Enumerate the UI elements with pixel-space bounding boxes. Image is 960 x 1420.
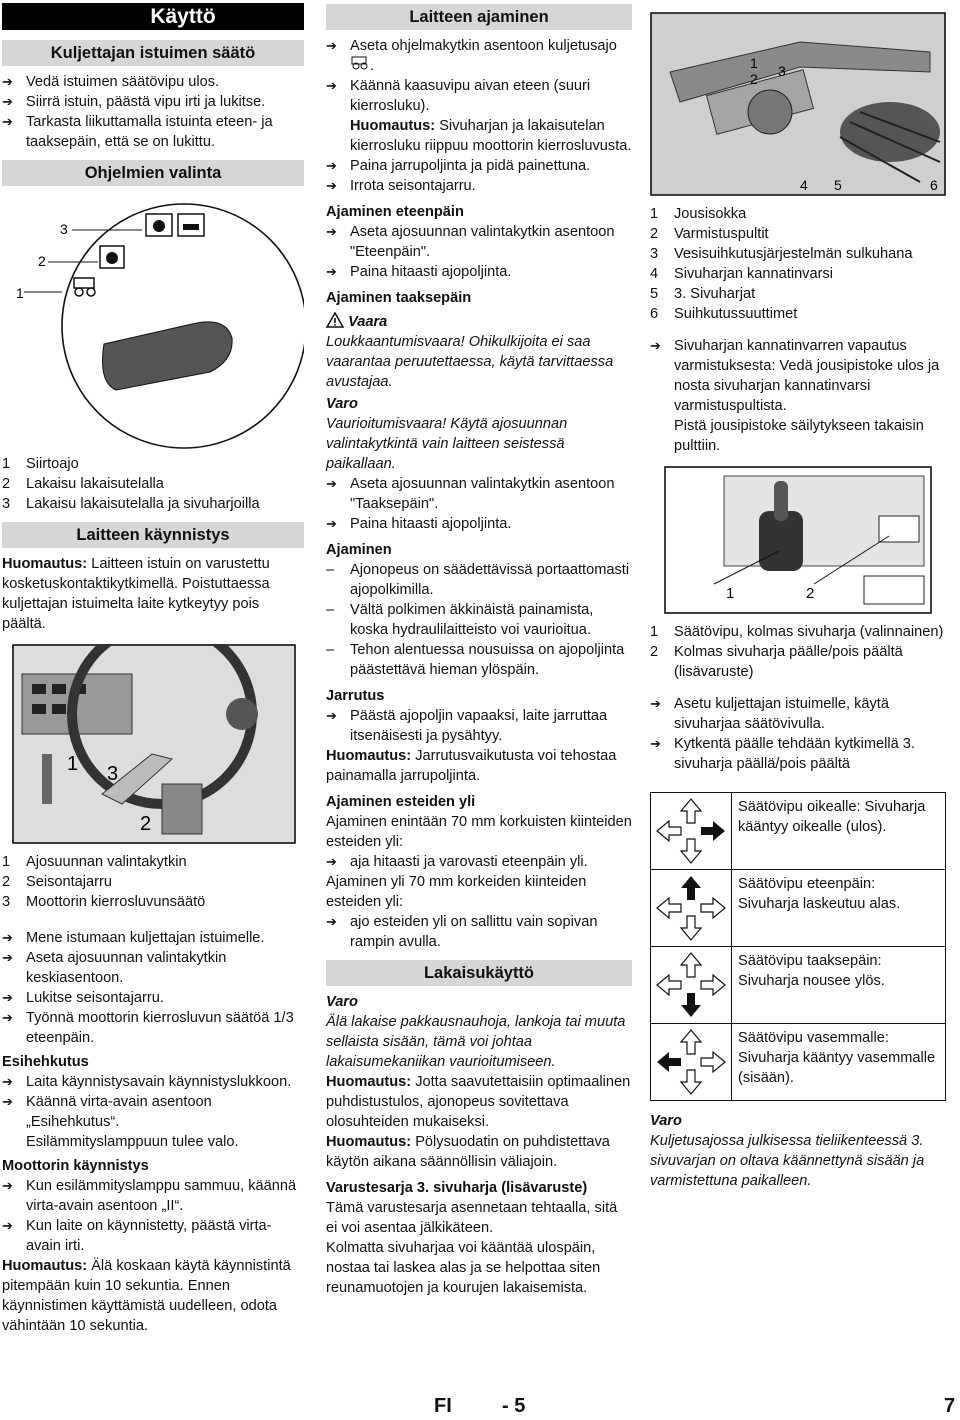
step: ➔ Mene istumaan kuljettajan istuimelle. <box>2 930 265 946</box>
list-item: 3 Lakaisu lakaisutelalla ja sivuharjoilla <box>2 496 260 512</box>
list-item: 1 Ajosuunnan valintakytkin <box>2 854 187 870</box>
language-code: FI <box>434 1395 452 1417</box>
list-item: 2 Lakaisu lakaisutelalla <box>2 476 164 492</box>
step: ➔ Kun laite on käynnistetty, päästä virta-avain irti. <box>2 1218 272 1254</box>
note: Huomautus: Älä koskaan käytä käynnistintä pitempään kuin 10 sekuntia. Ennen käynnistimen käyttämistä uudelleen, odota vähintään 10 sekuntia. <box>2 1258 291 1334</box>
side-brush-photo <box>650 12 948 198</box>
step: ➔ Kytkentä päälle tehdään kytkimellä 3. sivuharja päällä/pois päältä <box>650 736 915 772</box>
subheading: Ajaminen <box>326 542 392 558</box>
subheading: Ajaminen taaksepäin <box>326 290 472 306</box>
step: ➔ Paina hitaasti ajopoljinta. <box>326 264 512 280</box>
dash-label: 3 <box>107 763 119 785</box>
list-item: 6 Suihkutussuuttimet <box>650 306 798 322</box>
dash-label: 2 <box>140 813 152 835</box>
dial-label: 1 <box>16 285 24 301</box>
paragraph: Ajaminen yli 70 mm korkeiden kiinteiden esteiden yli: <box>326 874 587 910</box>
step: ➔ Vedä istuimen säätövipu ulos. <box>2 74 220 90</box>
danger-label: Vaara <box>326 312 632 332</box>
arrow-icon: ➔ <box>2 1074 13 1089</box>
step: ➔ Aseta ohjelmakytkin asentoon kuljetusajo . <box>326 38 617 74</box>
arrow-icon: ➔ <box>650 338 661 353</box>
list-item: 1 Säätövipu, kolmas sivuharja (valinnainen) <box>650 624 944 640</box>
subheading: Esihehkutus <box>2 1054 89 1070</box>
subheading: Jarrutus <box>326 688 385 704</box>
list-item: – Ajonopeus on säädettävissä portaattomasti ajopolkimilla. <box>326 562 630 598</box>
subheading: Varustesarja 3. sivuharja (lisävaruste) <box>326 1180 588 1196</box>
note: Huomautus: Sivuharjan ja lakaisutelan kierrosluku riippuu moottorin kierrosluvusta. <box>350 118 632 154</box>
page-footer <box>0 1396 960 1420</box>
warning-icon <box>326 312 344 328</box>
section-start: Laitteen käynnistys <box>2 522 304 548</box>
lever-direction-table <box>650 792 946 1101</box>
section-program-select: Ohjelmien valinta <box>2 160 304 186</box>
step: ➔ Työnnä moottorin kierrosluvun säätöä 1/3 eteenpäin. <box>2 1010 294 1046</box>
list-item: 1 Siirtoajo <box>2 456 79 472</box>
arrow-icon: ➔ <box>326 38 337 53</box>
subheading: Moottorin käynnistys <box>2 1158 149 1174</box>
paragraph: Tämä varustesarja asennetaan tehtaalla, sitä ei voi asentaa jälkikäteen. <box>326 1200 618 1236</box>
caution-text: Kuljetusajossa julkisessa tieliikenteessä 3. sivuvarjan on oltava käännettynä sisään ja varmistettuna paikalleen. <box>650 1133 925 1189</box>
list-item: 2 Seisontajarru <box>2 874 112 890</box>
step: ➔ Lukitse seisontajarru. <box>2 990 164 1006</box>
control-label: 1 <box>726 585 735 602</box>
step: ➔ Käännä kaasuvipu aivan eteen (suuri kierrosluku). <box>326 78 591 114</box>
photo-label: 6 <box>930 177 938 193</box>
step: ➔ Tarkasta liikuttamalla istuinta eteen- ja taaksepäin, että se on lukittu. <box>2 114 273 150</box>
arrow-icon: ➔ <box>326 158 337 173</box>
photo-label: 1 <box>750 55 758 71</box>
photo-label: 4 <box>800 177 808 193</box>
photo-label: 5 <box>834 177 842 193</box>
arrow-icon: ➔ <box>2 1010 13 1025</box>
dash-label: 1 <box>67 753 79 775</box>
arrow-icon: ➔ <box>2 74 13 89</box>
step: ➔ Irrota seisontajarru. <box>326 178 476 194</box>
caution-text: Älä lakaise pakkausnauhoja, lankoja tai muuta sellaista sisään, tämä voi johtaa lakaisumekaniikan vaurioitumiseen. <box>326 1014 626 1070</box>
page-number: 7 <box>944 1395 956 1417</box>
note: Huomautus: Jotta saavutettaisiin optimaalinen puhdistustulos, ajonopeus sovitettava olosuhteiden mukaiseksi. <box>326 1074 631 1130</box>
step-result: Esilämmityslamppuun tulee valo. <box>26 1134 239 1150</box>
arrow-icon: ➔ <box>650 696 661 711</box>
step: ➔ Siirrä istuin, päästä vipu irti ja lukitse. <box>2 94 266 110</box>
arrow-icon: ➔ <box>2 1178 13 1193</box>
arrow-icon: ➔ <box>2 930 13 945</box>
arrow-icon: ➔ <box>2 1094 13 1109</box>
arrow-icon: ➔ <box>2 990 13 1005</box>
caution-label: Varo <box>326 994 358 1010</box>
chapter-title: Käyttö <box>2 3 304 30</box>
section-sweeping: Lakaisukäyttö <box>326 960 632 986</box>
arrow-icon: ➔ <box>2 94 13 109</box>
arrow-icon: ➔ <box>326 914 337 929</box>
section-page: - 5 <box>502 1395 526 1417</box>
list-item: – Vältä polkimen äkkinäistä painamista, koska hydraulilaitteisto voi vaurioitua. <box>326 602 594 638</box>
arrow-icon: ➔ <box>650 736 661 751</box>
caution-label: Varo <box>650 1113 682 1129</box>
step: ➔ Päästä ajopoljin vapaaksi, laite jarruttaa itsenäisesti ja pysähtyy. <box>326 708 608 744</box>
program-dial-figure <box>2 192 304 454</box>
paragraph: Ajaminen enintään 70 mm korkuisten kiinteiden esteiden yli: <box>326 814 632 850</box>
dial-label: 2 <box>38 253 46 269</box>
list-item: 1 Jousisokka <box>650 206 747 222</box>
section-driving: Laitteen ajaminen <box>326 4 632 30</box>
lever-left-icon <box>651 1024 731 1100</box>
photo-label: 3 <box>778 63 786 79</box>
arrow-icon: ➔ <box>326 224 337 239</box>
subheading: Ajaminen esteiden yli <box>326 794 476 810</box>
list-item: 4 Sivuharjan kannatinvarsi <box>650 266 833 282</box>
arrow-icon: ➔ <box>326 264 337 279</box>
step: ➔ Sivuharjan kannatinvarren vapautus varmistuksesta: Vedä jousipistoke ulos ja nosta sivuharjan kannatinvarsi varmistuspultista. <box>650 338 940 414</box>
danger-text: Loukkaantumisvaara! Ohikulkijoita ei saa vaarantaa peruutettaessa, käytä tarvittaessa avustajaa. <box>326 334 614 390</box>
column-right <box>650 0 948 1191</box>
table-row: Säätövipu oikealle: Sivuharja kääntyy oikealle (ulos). <box>651 793 945 870</box>
note: Huomautus: Laitteen istuin on varustettu kosketuskontaktikytkimellä. Poistuttaessa kuljettajan istuimelta laite kytkeytyy pois päältä. <box>2 556 270 632</box>
step: ➔ aja hitaasti ja varovasti eteenpäin yli. <box>326 854 588 870</box>
note: Huomautus: Pölysuodatin on puhdistettava käytön aikana säännöllisin väliajoin. <box>326 1134 610 1170</box>
control-label: 2 <box>806 585 815 602</box>
step: ➔ Käännä virta-avain asentoon „Esihehkutus“. <box>2 1094 212 1130</box>
section-seat-adjust: Kuljettajan istuimen säätö <box>2 40 304 66</box>
arrow-icon: ➔ <box>2 950 13 965</box>
paragraph: Kolmatta sivuharjaa voi kääntää ulospäin, nostaa tai laskea alas ja se helpottaa siten reunamuotojen ja kourujen lakaisemista. <box>326 1240 601 1296</box>
step: ➔ Laita käynnistysavain käynnistyslukkoon. <box>2 1074 292 1090</box>
column-middle <box>326 0 632 1298</box>
arrow-icon: ➔ <box>326 708 337 723</box>
step: ➔ Kun esilämmityslamppu sammuu, käännä virta-avain asentoon „II“. <box>2 1178 297 1214</box>
column-left <box>2 0 304 1336</box>
step-result: Pistä jousipistoke säilytykseen takaisin pulttiin. <box>674 418 924 454</box>
lever-back-icon <box>651 947 731 1023</box>
list-item: – Tehon alentuessa nousuissa on ajopoljinta päästettävä hieman ylöspäin. <box>326 642 625 678</box>
step: ➔ Aseta ajosuunnan valintakytkin asentoon "Taaksepäin". <box>326 476 615 512</box>
control-lever-figure <box>664 466 934 616</box>
arrow-icon: ➔ <box>326 476 337 491</box>
arrow-icon: ➔ <box>326 854 337 869</box>
arrow-icon: ➔ <box>326 78 337 93</box>
note: Huomautus: Jarrutusvaikutusta voi tehostaa painamalla jarrupoljinta. <box>326 748 617 784</box>
table-row: Säätövipu eteenpäin: Sivuharja laskeutuu alas. <box>651 870 945 947</box>
list-item: 2 Kolmas sivuharja päälle/pois päältä (lisävaruste) <box>650 644 903 680</box>
step: ➔ Aseta ajosuunnan valintakytkin asentoon "Eteenpäin". <box>326 224 615 260</box>
photo-label: 2 <box>750 71 758 87</box>
table-row: Säätövipu vasemmalle: Sivuharja kääntyy vasemmalle (sisään). <box>651 1024 945 1100</box>
step: ➔ Asetu kuljettajan istuimelle, käytä sivuharjaa säätövivulla. <box>650 696 889 732</box>
step: ➔ Paina jarrupoljinta ja pidä painettuna. <box>326 158 591 174</box>
list-item: 2 Varmistuspultit <box>650 226 769 242</box>
list-item: 5 3. Sivuharjat <box>650 286 756 302</box>
step: ➔ Aseta ajosuunnan valintakytkin keskiasentoon. <box>2 950 227 986</box>
list-item: 3 Moottorin kierrosluvunsäätö <box>2 894 206 910</box>
dashboard-figure <box>12 644 300 848</box>
lever-right-icon <box>651 793 731 869</box>
caution-text: Vaurioitumisvaara! Käytä ajosuunnan valintakytkintä vain laitteen seistessä paikallaan. <box>326 416 568 472</box>
list-item: 3 Vesisuihkutusjärjestelmän sulkuhana <box>650 246 913 262</box>
arrow-icon: ➔ <box>326 516 337 531</box>
table-row: Säätövipu taaksepäin: Sivuharja nousee ylös. <box>651 947 945 1024</box>
arrow-icon: ➔ <box>2 114 13 129</box>
step: ➔ Paina hitaasti ajopoljinta. <box>326 516 512 532</box>
arrow-icon: ➔ <box>2 1218 13 1233</box>
dial-label: 3 <box>60 221 68 237</box>
arrow-icon: ➔ <box>326 178 337 193</box>
step: ➔ ajo esteiden yli on sallittu vain sopivan rampin avulla. <box>326 914 598 950</box>
transport-icon <box>350 56 370 70</box>
caution-label: Varo <box>326 396 358 412</box>
subheading: Ajaminen eteenpäin <box>326 204 464 220</box>
lever-forward-icon <box>651 870 731 946</box>
